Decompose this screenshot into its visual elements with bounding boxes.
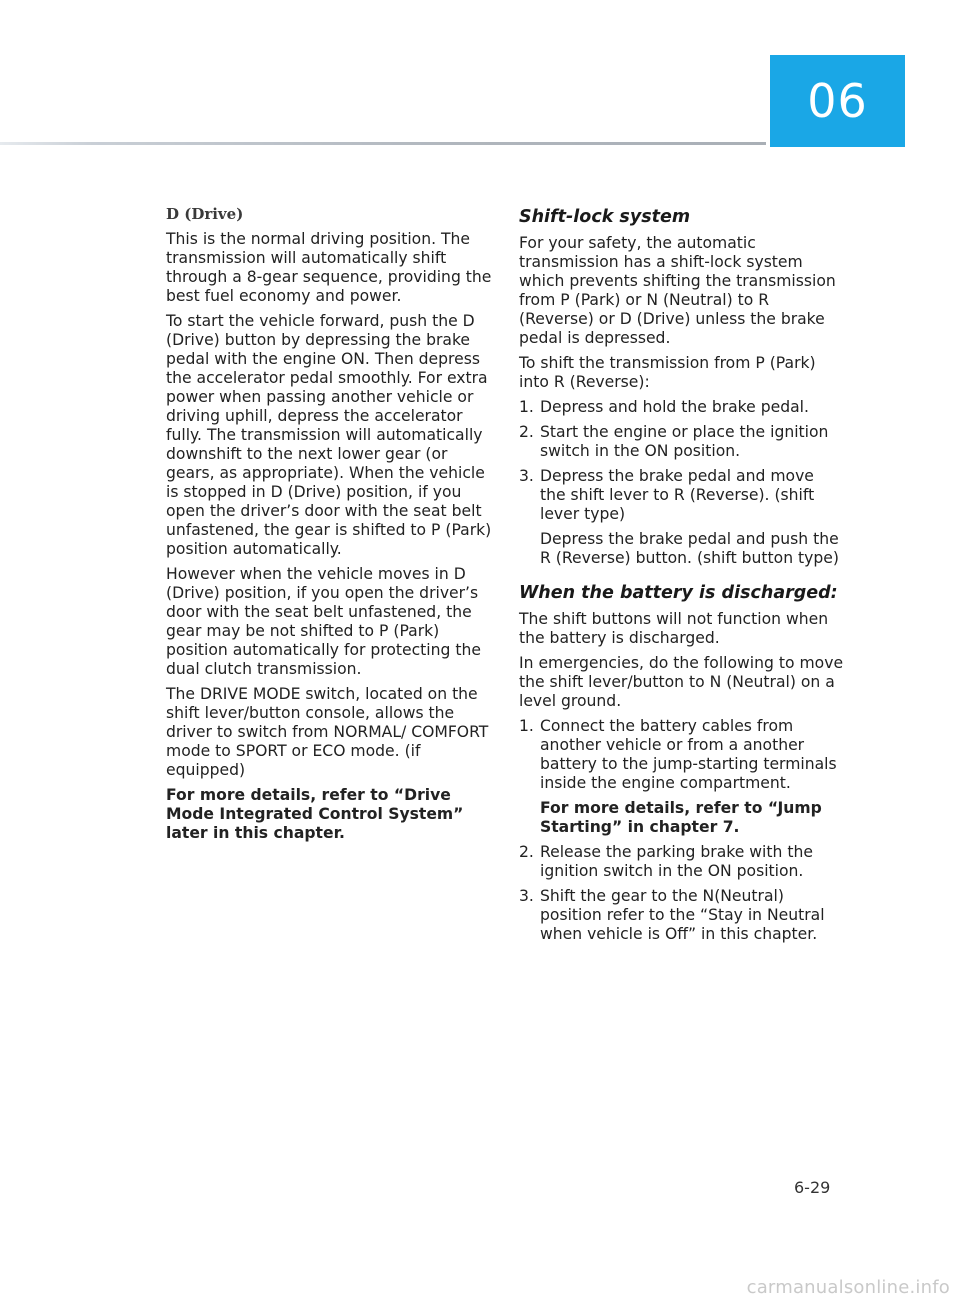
- paragraph: This is the normal driving position. The transmission will automatically shift through a 8-gear sequence, providing the best fuel economy and power.: [166, 230, 492, 305]
- paragraph: However when the vehicle moves in D (Drive) position, if you open the driver’s door with the seat belt unfastened, the gear may be not shifted to P (Park) position automatically for protecting the dual clutch transmission.: [166, 565, 481, 678]
- list-item: [519, 887, 844, 944]
- list-item: [519, 423, 844, 461]
- paragraph: The shift buttons will not function when the battery is discharged.: [519, 610, 829, 647]
- chapter-tab: [770, 55, 905, 147]
- watermark[interactable]: carmanualsonline.info: [746, 1277, 950, 1298]
- step-text: Start the engine or place the ignition switch in the ON position.: [540, 423, 829, 460]
- step-number: 3.: [519, 467, 534, 485]
- paragraph: To shift the transmission from P (Park) into R (Reverse):: [519, 354, 816, 391]
- step-number: 2.: [519, 423, 534, 441]
- page-number: 6-29: [794, 1178, 831, 1197]
- step-number: 1.: [519, 717, 534, 735]
- step-text: Depress and hold the brake pedal.: [540, 398, 809, 416]
- paragraph: For your safety, the automatic transmission has a shift-lock system which prevents shifting the transmission from P (Park) or N (Neutral) to R (Reverse) or D (Drive) unless the brake pedal is depressed.: [519, 234, 836, 347]
- reference-note: For more details, refer to “Drive Mode Integrated Control System” later in this chapter.: [166, 786, 464, 842]
- list-item: [519, 843, 844, 881]
- step-reference-note: For more details, refer to “Jump Starting” in chapter 7.: [540, 799, 822, 836]
- list-item: [519, 467, 844, 568]
- step-number: 1.: [519, 398, 534, 416]
- shift-lock-steps: [519, 398, 844, 568]
- header-rule: [0, 142, 766, 145]
- left-column: [166, 205, 494, 849]
- paragraph: To start the vehicle forward, push the D (Drive) button by depressing the brake pedal with the engine ON. Then depress the accelerator pedal smoothly. For extra power when passing another vehicle or driving uphill, depress the accelerator fully. The transmission will automatically downshift to the next lower gear (or gears, as appropriate). When the vehicle is stopped in D (Drive) position, if you open the driver’s door with the seat belt unfastened, the gear is shifted to P (Park) position automatically.: [166, 312, 492, 558]
- step-subtext: Depress the brake pedal and push the R (Reverse) button. (shift button type): [540, 530, 839, 567]
- battery-steps: [519, 717, 844, 944]
- shift-lock-heading: Shift-lock system: [519, 207, 691, 227]
- list-item: [519, 717, 844, 837]
- list-item: [519, 398, 844, 417]
- step-number: 2.: [519, 843, 534, 861]
- chapter-number: 06: [807, 74, 868, 128]
- step-text: Shift the gear to the N(Neutral) position refer to the “Stay in Neutral when vehicle is Off” in this chapter.: [540, 887, 825, 943]
- paragraph: The DRIVE MODE switch, located on the shift lever/button console, allows the driver to switch from NORMAL/ COMFORT mode to SPORT or ECO mode. (if equipped): [166, 685, 489, 779]
- step-text: Release the parking brake with the ignition switch in the ON position.: [540, 843, 813, 880]
- step-text: Connect the battery cables from another vehicle or from a another battery to the jump-starting terminals inside the engine compartment.: [540, 717, 837, 792]
- right-column: [519, 206, 844, 950]
- paragraph: In emergencies, do the following to move the shift lever/button to N (Neutral) on a level ground.: [519, 654, 844, 710]
- drive-heading: D (Drive): [166, 205, 244, 223]
- step-text: Depress the brake pedal and move the shift lever to R (Reverse). (shift lever type): [540, 467, 815, 523]
- step-number: 3.: [519, 887, 534, 905]
- battery-heading: When the battery is discharged:: [519, 583, 838, 603]
